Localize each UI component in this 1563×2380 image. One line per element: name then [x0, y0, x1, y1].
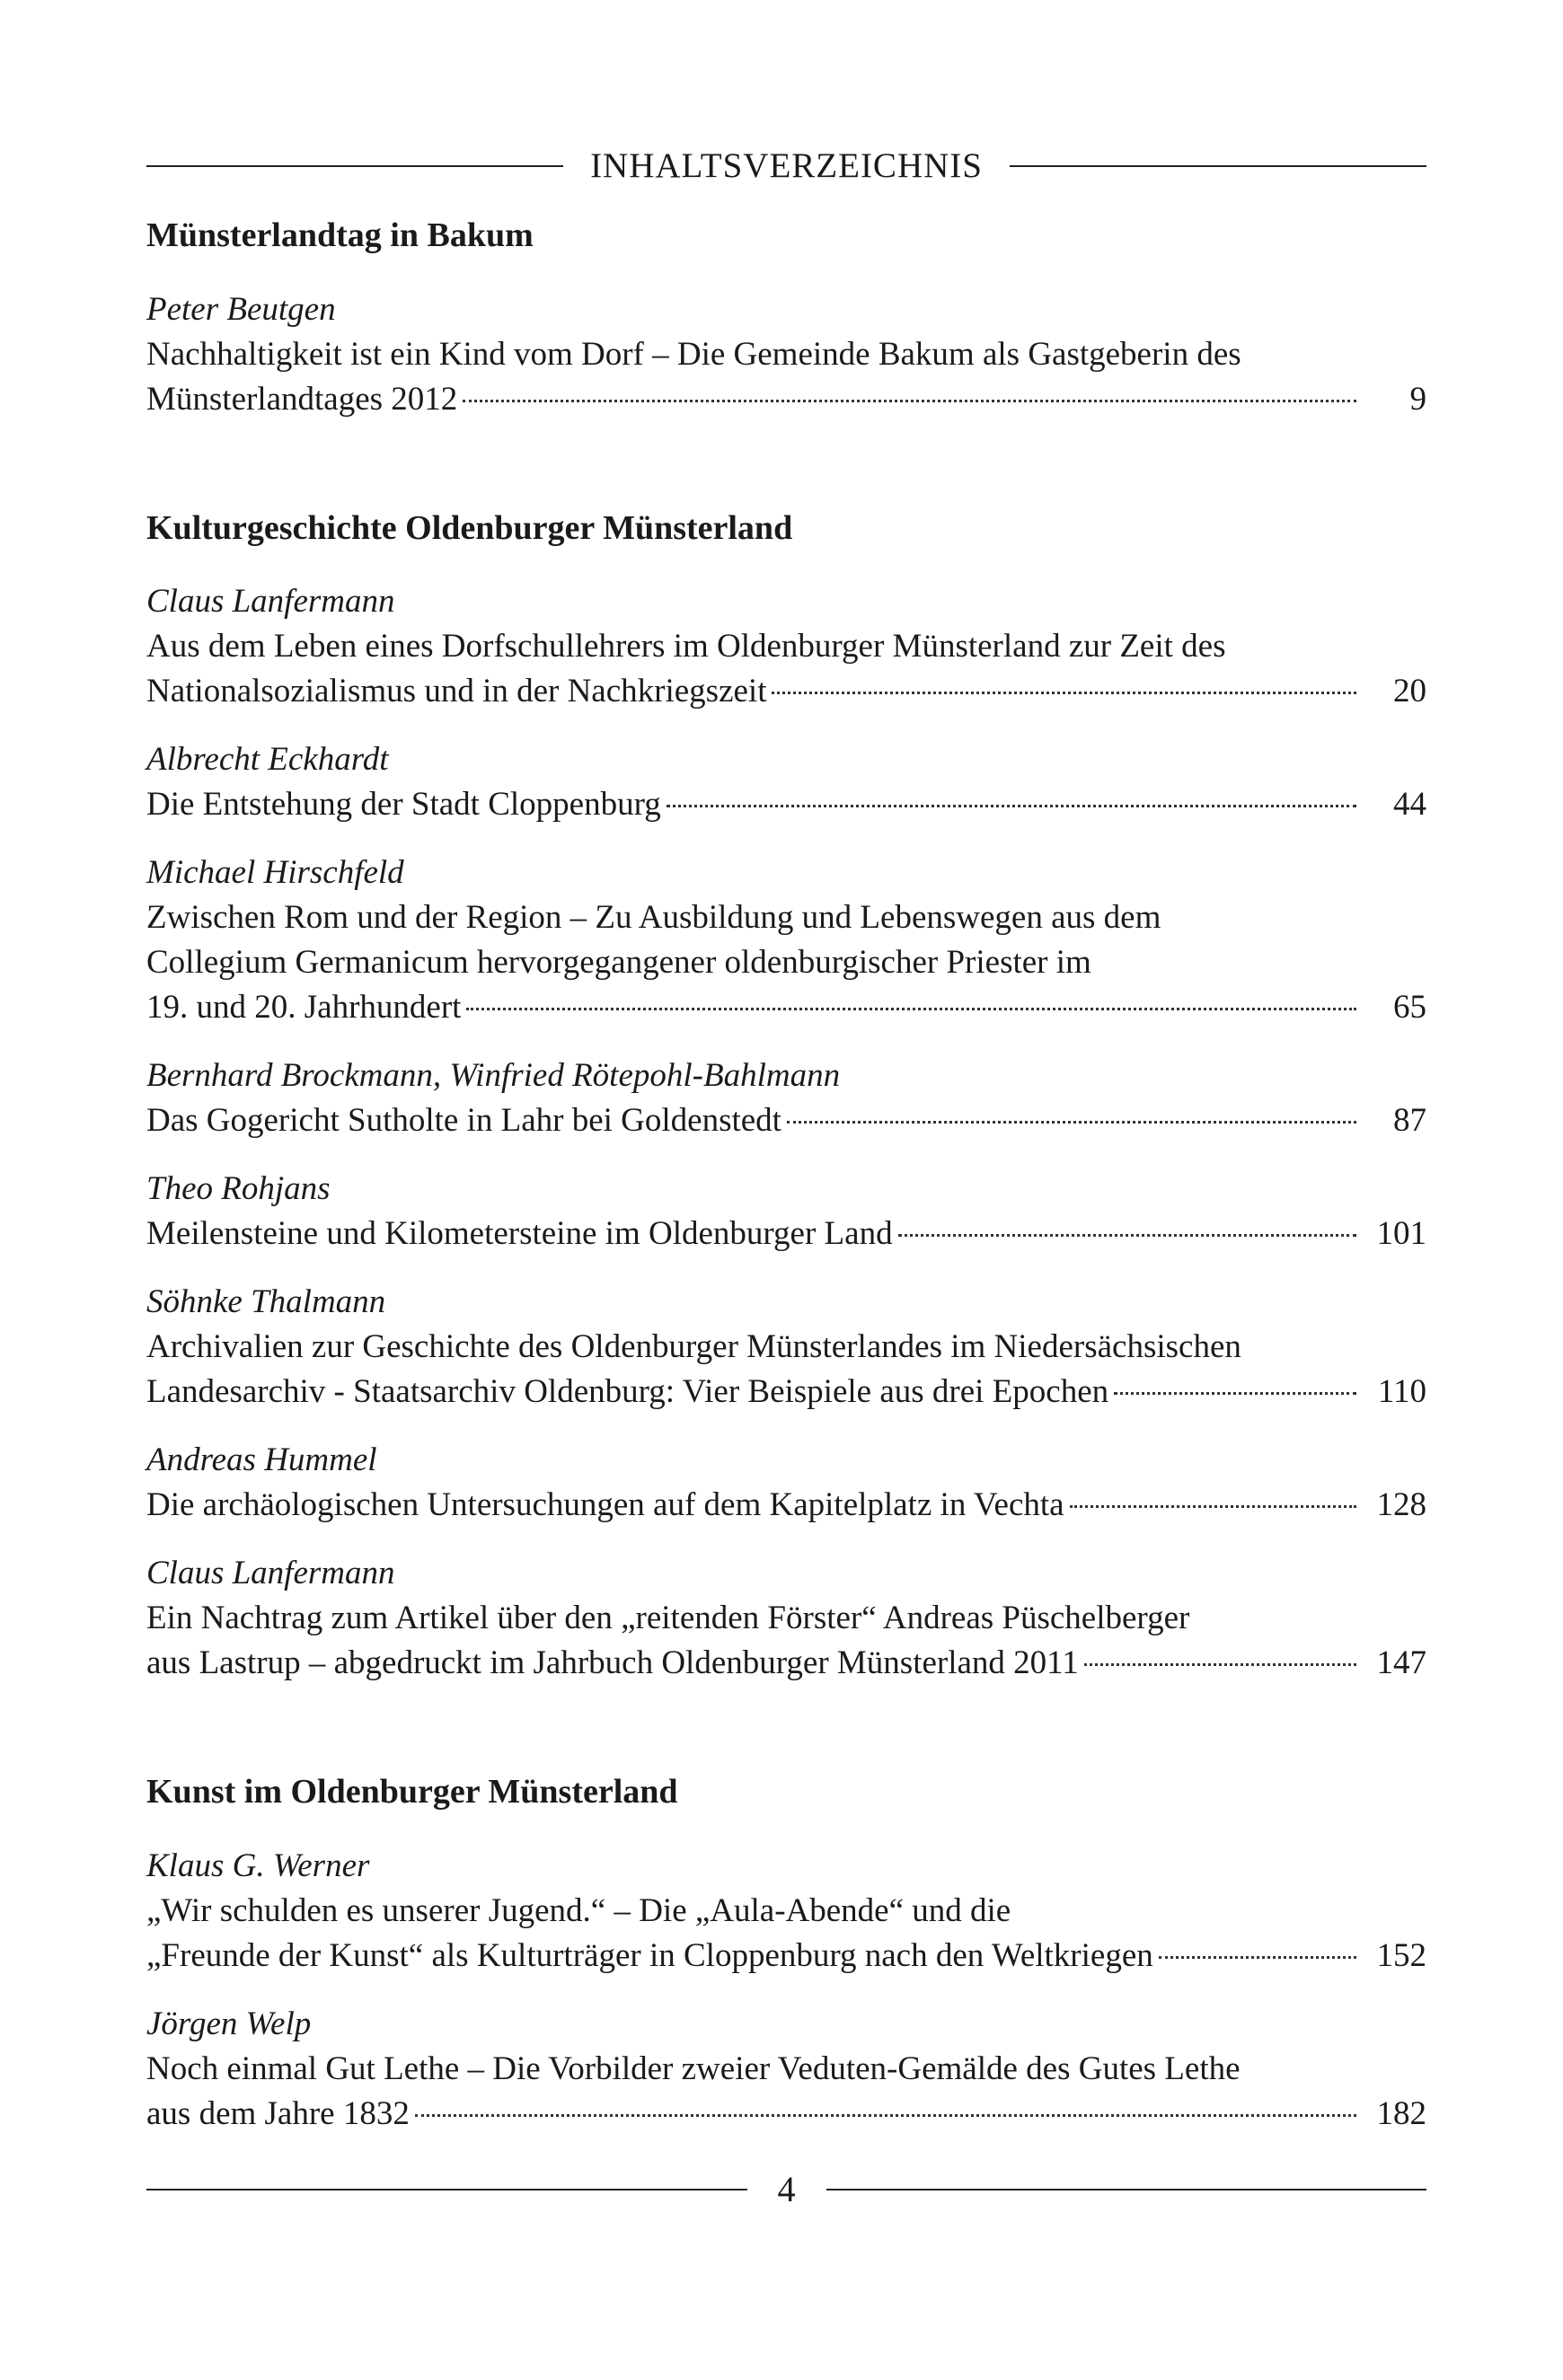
toc-entry: [146, 1167, 1426, 1256]
entry-page-number: 65: [1393, 989, 1426, 1027]
toc-entry: [146, 2002, 1426, 2137]
dot-leader: [415, 2114, 1356, 2117]
dot-leader: [1114, 1392, 1356, 1395]
toc-section: [146, 1772, 1426, 2137]
toc-entry: [146, 1053, 1426, 1143]
toc-entry: [146, 1280, 1426, 1415]
header-rule-right: [1010, 165, 1426, 167]
entry-last-line: [146, 1483, 1426, 1528]
dot-leader: [1159, 1956, 1356, 1959]
entry-author: Peter Beutgen: [146, 290, 336, 328]
entry-page-number: 128: [1376, 1486, 1426, 1524]
entry-title-line: Landesarchiv - Staatsarchiv Oldenburg: Vier Beispiele aus drei Epochen: [146, 1373, 1109, 1411]
entry-author: Klaus G. Werner: [146, 1847, 370, 1884]
entry-title-line: „Freunde der Kunst“ als Kulturträger in Cloppenburg nach den Weltkriegen: [146, 1936, 1153, 1974]
entry-title-line: Noch einmal Gut Lethe – Die Vorbilder zweier Veduten-Gemälde des Gutes Lethe: [146, 2049, 1241, 2087]
entry-title-line: Zwischen Rom und der Region – Zu Ausbildung und Lebenswegen aus dem: [146, 899, 1161, 937]
footer-rule-right: [826, 2189, 1427, 2190]
entry-last-line: [146, 1370, 1426, 1415]
entry-last-line: [146, 669, 1426, 714]
entry-author: Andreas Hummel: [146, 1441, 377, 1479]
entry-author: Michael Hirschfeld: [146, 854, 404, 892]
entry-author: Claus Lanfermann: [146, 1555, 395, 1592]
entry-title-line: Aus dem Leben eines Dorfschullehrers im Oldenburger Münsterland zur Zeit des: [146, 628, 1226, 666]
entry-page-number: 20: [1393, 673, 1426, 710]
entry-page-number: 147: [1376, 1644, 1426, 1682]
section-title: Kulturgeschichte Oldenburger Münsterland: [146, 508, 793, 547]
entry-page-number: 44: [1393, 786, 1426, 824]
entry-title-line: Ein Nachtrag zum Artikel über den „reitenden Förster“ Andreas Püschelberger: [146, 1600, 1190, 1637]
entry-title-line: aus Lastrup – abgedruckt im Jahrbuch Oldenburger Münsterland 2011: [146, 1644, 1079, 1682]
entry-author: Söhnke Thalmann: [146, 1283, 386, 1321]
entry-page-number: 110: [1377, 1373, 1426, 1411]
page-footer: [146, 2169, 1426, 2209]
table-of-contents: [146, 216, 1426, 2223]
section-title: Münsterlandtag in Bakum: [146, 216, 534, 254]
dot-leader: [463, 400, 1356, 402]
toc-section: [146, 508, 1426, 1687]
entry-last-line: [146, 2092, 1426, 2137]
entry-page-number: 9: [1409, 380, 1426, 418]
entry-page-number: 101: [1376, 1215, 1426, 1253]
page-title: INHALTSVERZEICHNIS: [590, 146, 983, 185]
entry-title-line: 19. und 20. Jahrhundert: [146, 989, 462, 1027]
dot-leader: [1070, 1505, 1356, 1508]
entry-last-line: [146, 1641, 1426, 1686]
dot-leader: [1084, 1663, 1356, 1666]
toc-entry: [146, 287, 1426, 422]
entry-last-line: [146, 377, 1426, 422]
entry-title-line: Münsterlandtages 2012: [146, 380, 458, 418]
dot-leader: [466, 1008, 1356, 1010]
entry-last-line: [146, 1098, 1426, 1143]
toc-entry: [146, 737, 1426, 827]
entry-page-number: 87: [1393, 1102, 1426, 1140]
entry-last-line: [146, 1212, 1426, 1256]
entry-page-number: 182: [1376, 2094, 1426, 2132]
toc-entry: [146, 579, 1426, 714]
section-title: Kunst im Oldenburger Münsterland: [146, 1773, 678, 1811]
entry-author: Theo Rohjans: [146, 1170, 331, 1208]
toc-entry: [146, 851, 1426, 1030]
entry-page-number: 152: [1376, 1936, 1426, 1974]
page-number: 4: [777, 2169, 796, 2209]
entry-title-line: Meilensteine und Kilometersteine im Oldenburger Land: [146, 1215, 893, 1253]
entry-title-line: Nachhaltigkeit ist ein Kind vom Dorf – Die Gemeinde Bakum als Gastgeberin des: [146, 335, 1241, 373]
running-head: [146, 148, 1426, 183]
entry-author: Albrecht Eckhardt: [146, 741, 389, 779]
entry-title-line: „Wir schulden es unserer Jugend.“ – Die „Aula-Abende“ und die: [146, 1891, 1011, 1929]
dot-leader: [667, 805, 1356, 807]
dot-leader: [787, 1121, 1356, 1124]
dot-leader: [772, 692, 1356, 694]
toc-entry: [146, 1438, 1426, 1528]
toc-entry: [146, 1844, 1426, 1979]
entry-author: Jörgen Welp: [146, 2005, 312, 2042]
toc-section: [146, 216, 1426, 422]
entry-author: Claus Lanfermann: [146, 583, 395, 621]
entry-last-line: [146, 782, 1426, 827]
entry-title-line: Die Entstehung der Stadt Cloppenburg: [146, 786, 661, 824]
dot-leader: [898, 1234, 1356, 1237]
entry-last-line: [146, 1934, 1426, 1979]
entry-title-line: Collegium Germanicum hervorgegangener oldenburgischer Priester im: [146, 944, 1091, 982]
toc-entry: [146, 1551, 1426, 1686]
entry-title-line: aus dem Jahre 1832: [146, 2094, 410, 2132]
entry-title-line: Archivalien zur Geschichte des Oldenburger Münsterlandes im Niedersächsischen: [146, 1328, 1241, 1366]
entry-title-line: Nationalsozialismus und in der Nachkriegszeit: [146, 673, 767, 710]
footer-rule-left: [146, 2189, 747, 2190]
entry-author: Bernhard Brockmann, Winfried Rötepohl-Bahlmann: [146, 1057, 841, 1095]
entry-last-line: [146, 985, 1426, 1030]
entry-title-line: Die archäologischen Untersuchungen auf dem Kapitelplatz in Vechta: [146, 1486, 1064, 1524]
header-rule-left: [146, 165, 563, 167]
entry-title-line: Das Gogericht Sutholte in Lahr bei Goldenstedt: [146, 1102, 782, 1140]
